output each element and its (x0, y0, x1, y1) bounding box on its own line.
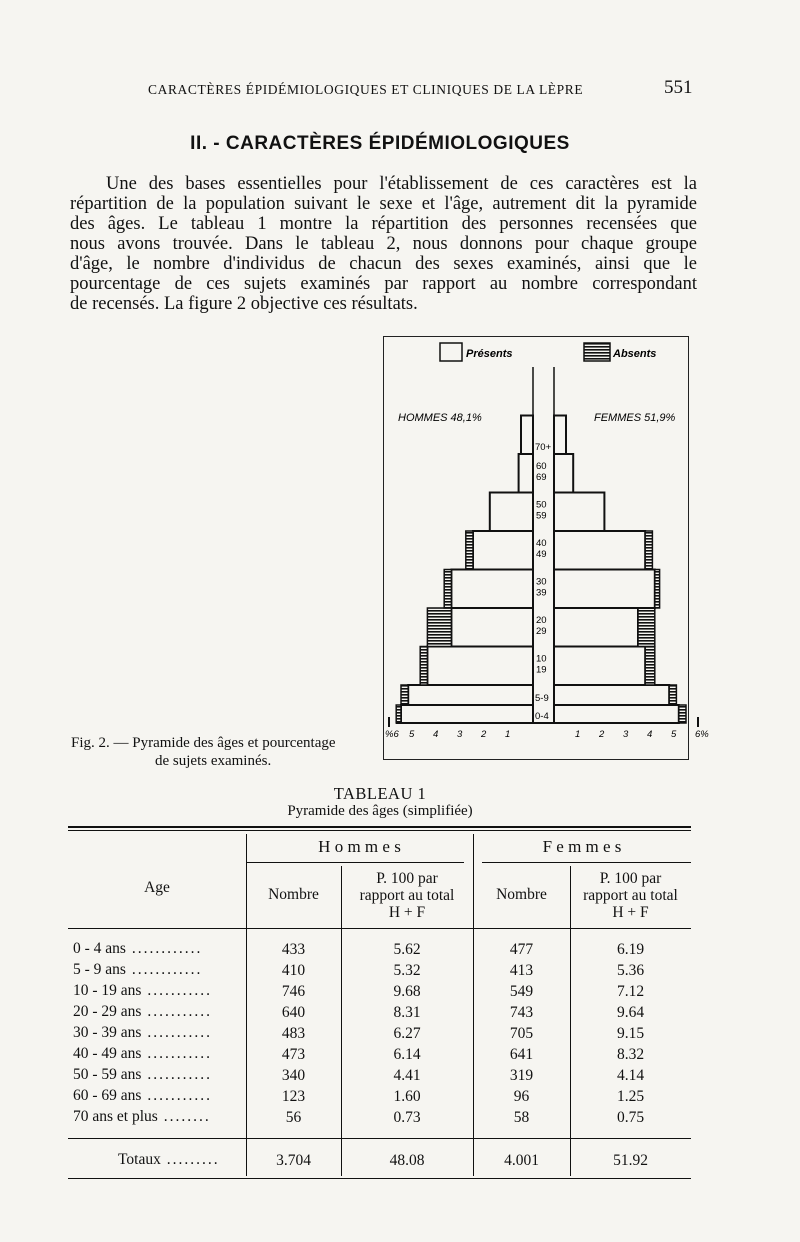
header-pct-line: P. 100 par (599, 870, 662, 887)
x-tick-label-left: 5 (409, 729, 415, 740)
hommes-pct: 9.68 (393, 983, 421, 1000)
total-femmes-nombre: 4.001 (504, 1152, 539, 1169)
femmes-pct: 9.64 (616, 1004, 645, 1021)
femmes-nombre: 549 (509, 983, 534, 1000)
femmes-nombre: 477 (509, 941, 534, 958)
hommes-pct: 8.31 (393, 1004, 421, 1021)
age-group-label: 40 (536, 538, 547, 549)
paragraph-line: de recensés. La figure 2 objective ces résultats. (70, 294, 418, 314)
header-age: Age (144, 879, 170, 896)
age-label: 20 - 29 ans (73, 1003, 142, 1020)
femmes-nombre: 641 (509, 1046, 534, 1063)
bar-femmes-present (554, 493, 604, 532)
hommes-nombre: 746 (281, 983, 306, 1000)
age-group-label: 70+ (535, 442, 552, 453)
bar-femmes-absent (645, 531, 652, 570)
leader-dots: ........ (157, 1108, 211, 1125)
age-label: 10 - 19 ans (73, 982, 142, 999)
age-cell (73, 961, 239, 979)
hommes-pct: 5.32 (393, 962, 421, 979)
femmes-nombre: 413 (509, 962, 534, 979)
age-cell (73, 940, 239, 958)
total-femmes-pct: 51.92 (613, 1152, 648, 1169)
header-bottom-rule (68, 928, 691, 929)
age-cell (73, 1108, 239, 1126)
header-pct-hommes (341, 870, 473, 921)
age-label: 60 - 69 ans (73, 1087, 142, 1104)
x-tick-label-right: 5 (671, 729, 677, 740)
age-cell (73, 1066, 239, 1084)
hommes-pct: 0.73 (393, 1109, 421, 1126)
age-group-label: 50 (536, 499, 547, 511)
age-cell (73, 1087, 239, 1105)
hommes-total-label: HOMMES 48,1% (398, 412, 482, 424)
age-group-label: 59 (536, 510, 547, 522)
age-pyramid-chart (384, 337, 709, 759)
paragraph-line: pourcentage de ces sujets examinés par rapport au nombre correspondant (70, 274, 697, 294)
running-head: CARACTÈRES ÉPIDÉMIOLOGIQUES ET CLINIQUES DE LA LÈPRE (148, 82, 584, 97)
femmes-nombre: 319 (509, 1067, 534, 1084)
femmes-nombre: 96 (513, 1088, 530, 1105)
header-hommes: H o m m e s (318, 837, 401, 856)
bar-hommes-present (490, 493, 533, 532)
bar-hommes-present (473, 531, 533, 570)
leader-dots: ............ (125, 961, 203, 978)
header-pct-line: H + F (388, 904, 426, 921)
age-group-label: 0-4 (535, 711, 549, 722)
hommes-nombre: 56 (285, 1109, 302, 1126)
x-tick-label-left: 3 (457, 729, 463, 740)
leader-dots: ........... (141, 1087, 212, 1104)
age-cell (73, 982, 239, 1000)
hommes-pct: 5.62 (393, 941, 421, 958)
age-group-label: 60 (536, 461, 547, 472)
header-pct-line: P. 100 par (376, 870, 438, 887)
femmes-total-label: FEMMES 51,9% (594, 412, 676, 424)
section-title: II. - CARACTÈRES ÉPIDÉMIOLOGIQUES (190, 133, 570, 154)
table-top-rule (68, 830, 691, 831)
bar-femmes-present (554, 531, 645, 570)
leader-dots: ............ (125, 940, 203, 957)
bar-femmes-absent (655, 570, 660, 609)
figure-caption (71, 734, 376, 770)
hommes-pct: 6.14 (393, 1046, 421, 1063)
femmes-nombre: 705 (509, 1025, 534, 1042)
hommes-nombre: 473 (281, 1046, 306, 1063)
age-group-label: 49 (536, 549, 547, 560)
bar-femmes-absent (645, 647, 655, 686)
hommes-nombre: 640 (281, 1004, 306, 1021)
bar-hommes-present (451, 570, 533, 609)
femmes-pct: 9.15 (616, 1025, 645, 1042)
total-hommes-pct: 48.08 (389, 1152, 425, 1169)
bar-femmes-present (554, 685, 669, 705)
hommes-nombre: 483 (281, 1025, 306, 1042)
x-tick-label-right: 6% (695, 729, 709, 740)
leader-dots: ........... (141, 1024, 212, 1041)
table-top-rule (68, 826, 691, 828)
header-pct-line: H + F (612, 904, 649, 921)
bar-hommes-absent (444, 570, 451, 609)
paragraph-line: d'âge, le nombre d'individus de chacun des sexes examinés, ainsi que le (70, 254, 697, 274)
hommes-nombre: 410 (281, 962, 306, 979)
figure-caption-line: Fig. 2. — Pyramide des âges et pourcentage (71, 735, 336, 751)
leader-dots: ........... (141, 1066, 212, 1083)
age-label: 70 ans et plus (73, 1108, 158, 1125)
x-tick-label-left: 1 (505, 729, 511, 740)
table-title: TABLEAU 1 (333, 784, 427, 803)
bar-femmes-present (554, 647, 645, 686)
x-tick-label-left: 2 (481, 729, 487, 740)
bar-hommes-absent (427, 608, 451, 647)
femmes-pct: 7.12 (616, 983, 645, 1000)
hommes-pct: 1.60 (393, 1088, 421, 1105)
legend-absent-swatch (584, 343, 610, 361)
table-subtitle: Pyramide des âges (simplifiée) (287, 803, 473, 819)
total-hommes-nombre: 3.704 (276, 1152, 311, 1169)
header-nombre-hommes: Nombre (268, 886, 319, 903)
header-pct-line: rapport au total (359, 887, 455, 904)
hommes-nombre: 123 (281, 1088, 306, 1105)
femmes-pct: 6.19 (616, 941, 645, 958)
x-tick-label-left: 4 (433, 729, 439, 740)
bar-femmes-present (554, 570, 655, 609)
femmes-nombre: 743 (509, 1004, 534, 1021)
group-rule-femmes (482, 862, 691, 863)
hommes-pct: 6.27 (393, 1025, 421, 1042)
bar-hommes-absent (396, 705, 401, 723)
leader-dots: ........... (141, 1003, 212, 1020)
body-paragraph (70, 174, 697, 314)
age-group-label: 39 (536, 587, 547, 599)
bar-femmes-present (554, 416, 566, 455)
paragraph-line: répartition de la population suivant le sexe et l'âge, autrement dit la pyramide (70, 194, 697, 214)
x-tick-label-right: 2 (599, 729, 605, 740)
age-cell (73, 1003, 239, 1021)
header-femmes: F e m m e s (542, 837, 622, 856)
header-pct-line: rapport au total (583, 887, 678, 904)
paragraph-line: nous avons trouvée. Dans le tableau 2, nous donnons pour chaque groupe (70, 234, 697, 254)
bar-femmes-absent (638, 608, 655, 647)
group-rule-hommes (246, 862, 464, 863)
age-group-label: 10 (536, 653, 547, 665)
bar-hommes-absent (401, 685, 408, 705)
page-number: 551 (664, 77, 693, 98)
age-group-label: 30 (536, 576, 547, 588)
header-nombre-femmes: Nombre (496, 886, 547, 903)
leader-dots: ........... (141, 1045, 212, 1062)
legend-present-swatch (440, 343, 462, 361)
hommes-nombre: 433 (281, 941, 306, 958)
bar-hommes-present (427, 647, 533, 686)
total-label-cell (118, 1151, 244, 1169)
age-group-label: 5-9 (535, 693, 549, 704)
age-cell (73, 1045, 239, 1063)
bar-femmes-present (554, 705, 679, 723)
femmes-pct: 4.14 (616, 1067, 645, 1084)
femmes-pct: 5.36 (616, 962, 645, 979)
bar-femmes-present (554, 454, 573, 493)
leader-dots: ........... (141, 982, 212, 999)
hommes-pct: 4.41 (393, 1067, 421, 1084)
x-tick-label-right: 1 (575, 729, 581, 740)
bar-hommes-absent (466, 531, 473, 570)
leader-dots: ......... (160, 1151, 220, 1168)
x-tick-label-right: 4 (647, 729, 653, 740)
bar-femmes-absent (679, 705, 686, 723)
femmes-pct: 8.32 (616, 1046, 645, 1063)
table-bottom-rule (68, 1178, 691, 1179)
bar-hommes-present (401, 705, 533, 723)
femmes-pct: 0.75 (616, 1109, 645, 1126)
age-cell (73, 1024, 239, 1042)
total-label: Totaux (118, 1151, 161, 1168)
femmes-nombre: 58 (513, 1109, 530, 1126)
femmes-pct: 1.25 (616, 1088, 645, 1105)
figure-2-box (383, 336, 709, 760)
legend-absent-label: Absents (613, 348, 657, 360)
age-label: 0 - 4 ans (73, 940, 126, 957)
header-pct-femmes (570, 870, 691, 921)
age-label: 5 - 9 ans (73, 961, 126, 978)
bar-femmes-present (554, 608, 638, 647)
x-tick-label-right: 3 (623, 729, 629, 740)
age-label: 50 - 59 ans (73, 1066, 142, 1083)
bar-hommes-present (451, 608, 533, 647)
age-group-label: 19 (536, 664, 547, 676)
hommes-nombre: 340 (281, 1067, 306, 1084)
bar-hommes-present (521, 416, 533, 455)
age-group-label: 69 (536, 472, 547, 483)
totals-top-rule (68, 1138, 691, 1139)
age-label: 30 - 39 ans (73, 1024, 142, 1041)
bar-hommes-present (519, 454, 533, 493)
x-tick-label-left: %6 (385, 729, 399, 740)
bar-femmes-absent (669, 685, 676, 705)
legend-present-label: Présents (466, 348, 513, 360)
paragraph-line: Une des bases essentielles pour l'établissement de ces caractères est la (106, 174, 697, 194)
figure-caption-line: de sujets examinés. (155, 753, 272, 769)
paragraph-line: des âges. Le tableau 1 montre la répartition des personnes recensées que (70, 214, 697, 234)
age-label: 40 - 49 ans (73, 1045, 142, 1062)
bar-hommes-present (408, 685, 533, 705)
bar-hommes-absent (420, 647, 427, 686)
age-group-label: 29 (536, 626, 547, 637)
age-group-label: 20 (536, 615, 547, 626)
